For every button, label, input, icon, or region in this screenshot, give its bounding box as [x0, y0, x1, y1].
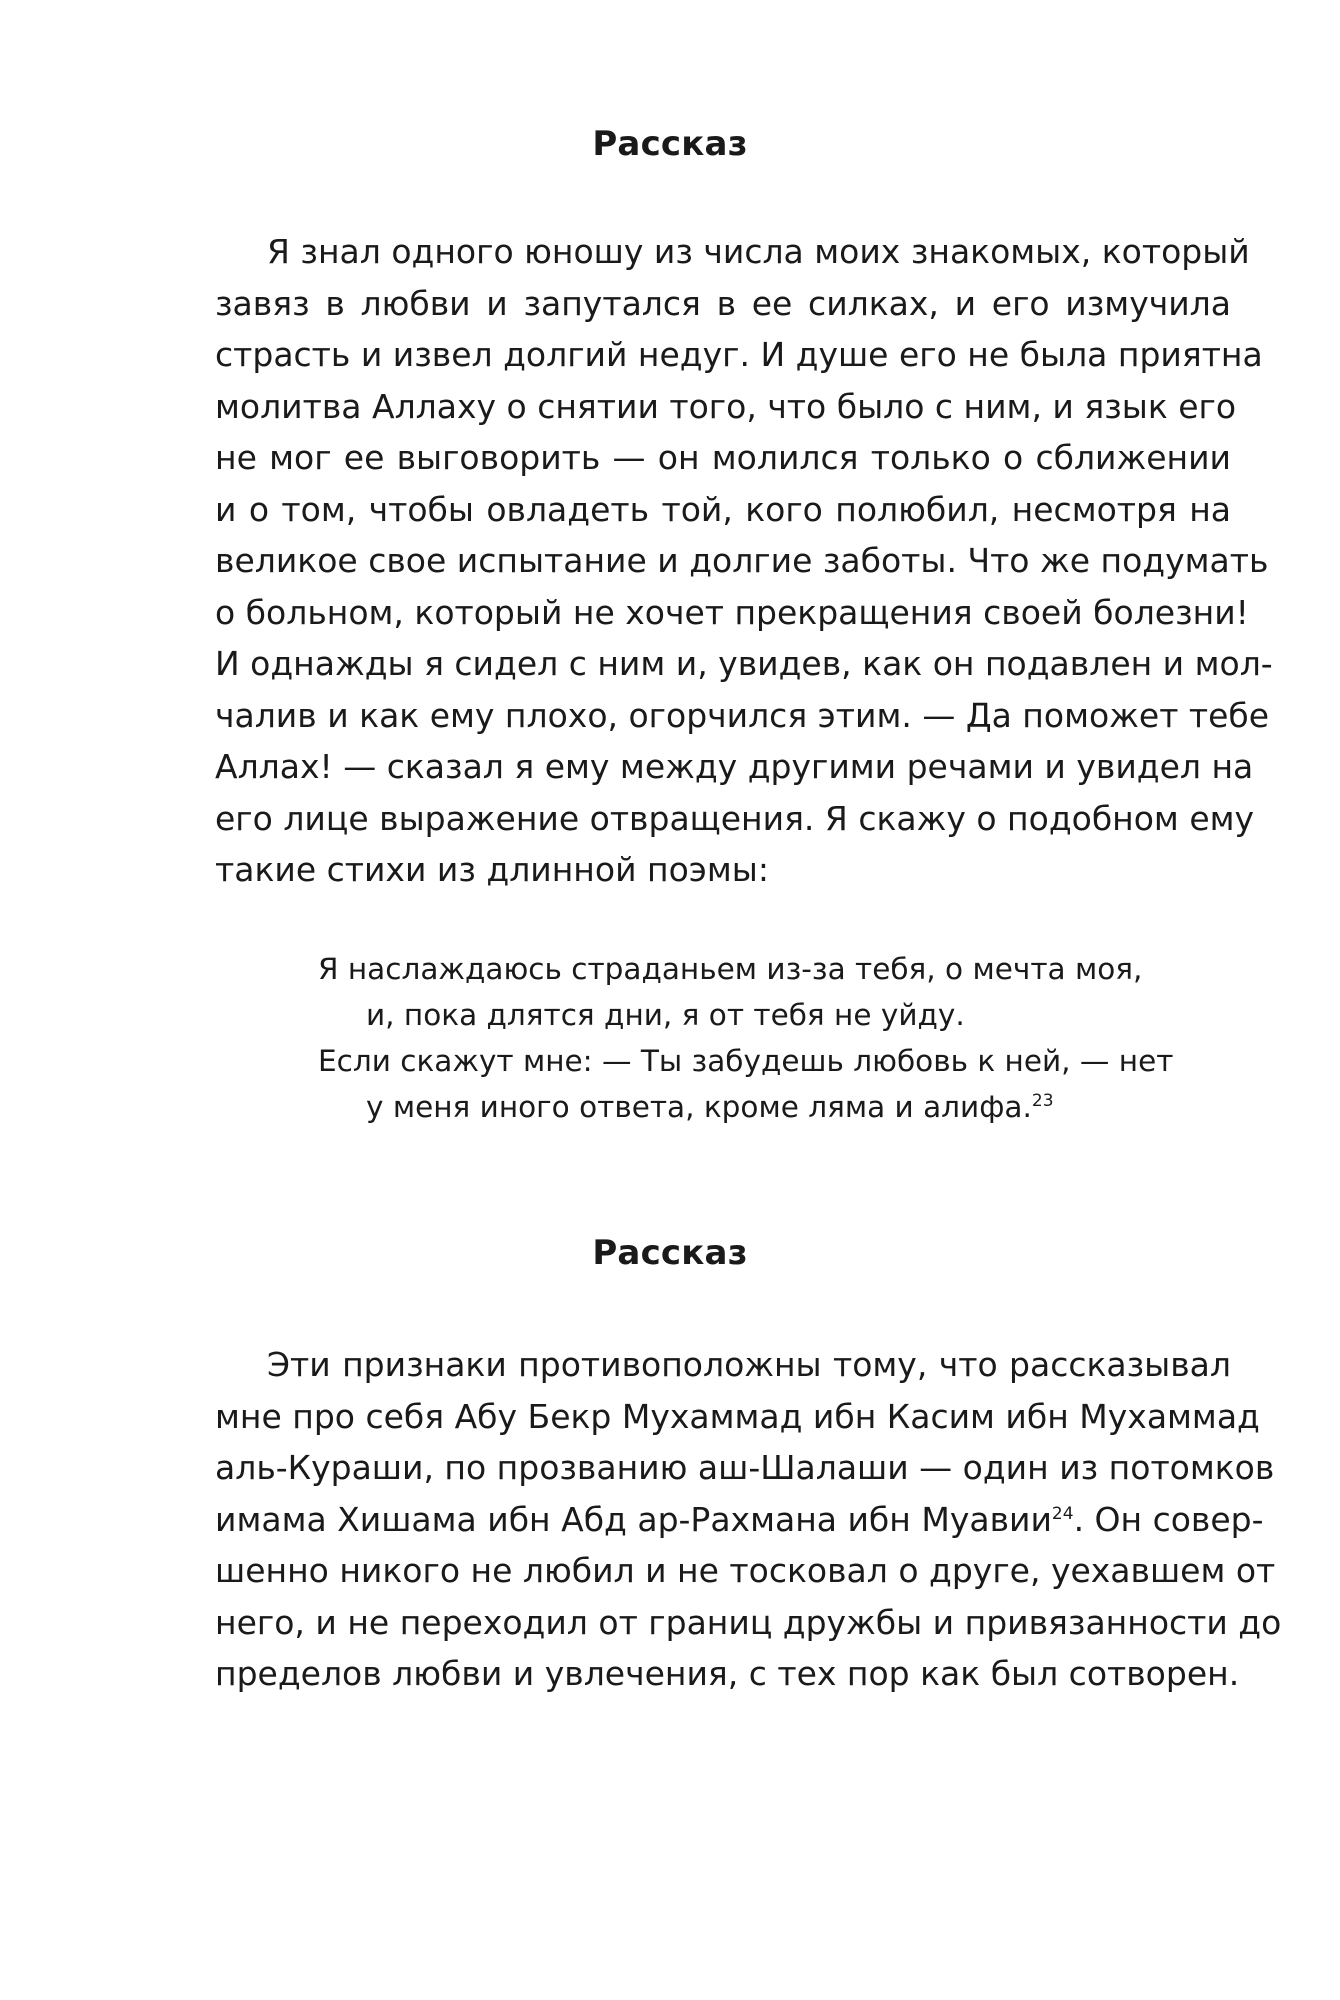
footnote-ref-23[interactable]: 23	[1031, 1091, 1054, 1112]
paragraph-line: И однажды я сидел с ним и, увидев, как он подавлен и мол-	[215, 644, 1273, 683]
footnote-ref-24[interactable]: 24	[1051, 1503, 1074, 1524]
paragraph-line: него, и не переходил от границ дружбы и привязанности до	[215, 1602, 1282, 1642]
paragraph-line: чалив и как ему плохо, огорчился этим. — Да поможет тебе	[215, 695, 1270, 735]
paragraph-line: его лице выражение отвращения. Я скажу о подобном ему	[215, 798, 1255, 838]
poem-block	[318, 946, 1173, 1130]
story-heading-2: Рассказ	[592, 1233, 748, 1273]
paragraph-line: страсть и извел долгий недуг. И душе его не была приятна	[215, 335, 1263, 374]
paragraph-line: Эти признаки противоположны тому, что рассказывал	[267, 1345, 1231, 1384]
paragraph-line: аль-Кураши, по прозванию аш-Шалаши — один из потомков	[215, 1448, 1275, 1487]
paragraph-line: о больном, который не хочет прекращения своей болезни!	[215, 592, 1249, 632]
paragraph-line: Я знал одного юношу из числа моих знакомых, который	[267, 232, 1250, 271]
story-2-paragraph	[215, 1339, 1282, 1700]
paragraph-line: шенно никого не любил и не тосковал о друге, уехавшем от	[215, 1551, 1276, 1590]
poem-line: у меня иного ответа, кроме ляма и алифа.	[366, 1090, 1032, 1124]
paragraph-line: молитва Аллаху о снятии того, что было с ним, и язык его	[215, 386, 1237, 426]
paragraph-line: великое свое испытание и долгие заботы. Что же подумать	[215, 541, 1269, 580]
paragraph-line: завяз в любви и запутался в ее силках, и его измучила	[215, 283, 1231, 323]
paragraph-line: Аллах! — сказал я ему между другими речами и увидел на	[215, 747, 1254, 786]
paragraph-line-part: имама Хишама ибн Абд ар-Рахмана ибн Муавии	[215, 1499, 1052, 1539]
story-heading-1: Рассказ	[592, 124, 748, 164]
story-1-paragraph	[215, 226, 1273, 896]
paragraph-line-with-footnote	[215, 1494, 1264, 1546]
poem-line: Если скажут мне: — Ты забудешь любовь к ней, — нет	[318, 1044, 1174, 1078]
poem-line: Я наслаждаюсь страданьем из-за тебя, о мечта моя,	[318, 952, 1143, 986]
paragraph-line-part: . Он совер-	[1073, 1499, 1264, 1539]
poem-line-with-footnote	[318, 1084, 1173, 1130]
paragraph-line: такие стихи из длинной поэмы:	[215, 850, 769, 889]
paragraph-line: пределов любви и увлечения, с тех пор как был сотворен.	[215, 1654, 1240, 1693]
paragraph-line: и о том, чтобы овладеть той, кого полюбил, несмотря на	[215, 489, 1231, 529]
paragraph-line: не мог ее выговорить — он молился только о сближении	[215, 438, 1231, 477]
poem-line: и, пока длятся дни, я от тебя не уйду.	[366, 998, 965, 1032]
paragraph-line: мне про себя Абу Бекр Мухаммад ибн Касим ибн Мухаммад	[215, 1396, 1260, 1436]
